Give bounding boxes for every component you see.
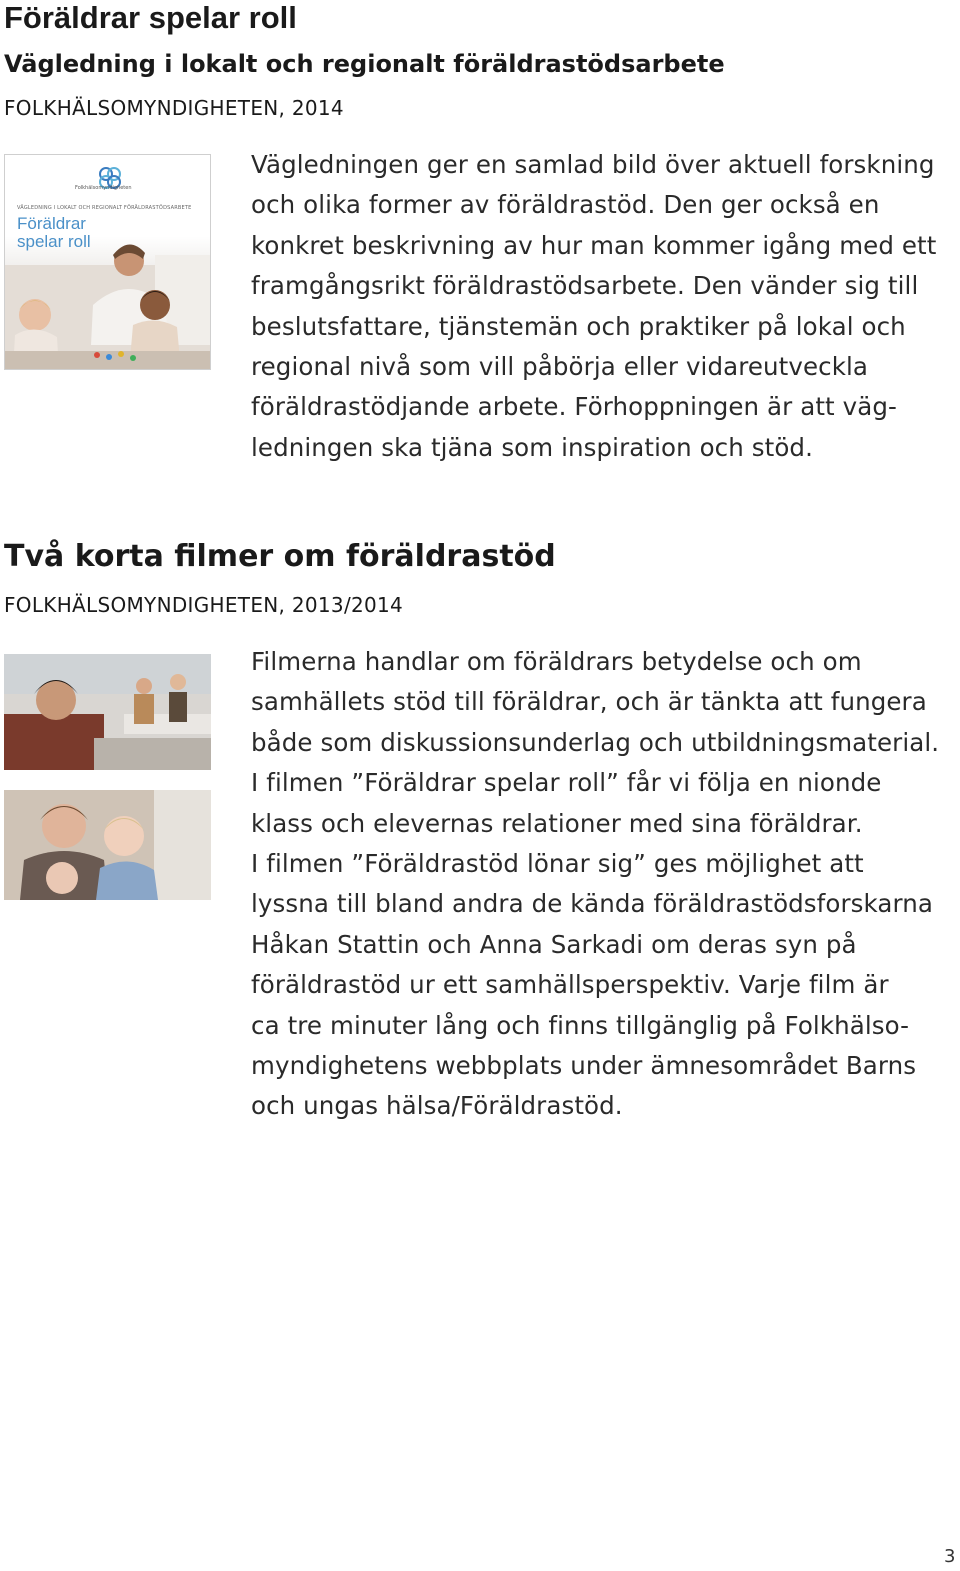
cover-tagline: VÄGLEDNING I LOKALT OCH REGIONALT FÖRÄLDRASTÖDSARBETE [17,205,192,211]
section2-publisher: FOLKHÄLSOMYNDIGHETEN, 2013/2014 [4,593,404,617]
body-line: föräldrastöd ur ett samhällsperspektiv. Varje film är [251,970,889,1000]
section2-title: Två korta filmer om föräldrastöd [4,539,556,574]
body-line: samhällets stöd till föräldrar, och är tänkta att fungera [251,687,927,717]
film-still-family-image [4,790,211,900]
body-line: Håkan Stattin och Anna Sarkadi om deras syn på [251,929,857,959]
cover-title-line2: spelar roll [17,232,91,251]
section2-body [251,642,951,1127]
book-cover-image [4,154,211,370]
body-line: beslutsfattare, tjänstemän och praktiker på lokal och [251,311,906,341]
section1-body [251,145,951,468]
body-line: myndighetens webbplats under ämnesområdet Barns [251,1051,917,1081]
film-still-classroom-image [4,654,211,770]
body-line: regional nivå som vill påbörja eller vidareutveckla [251,352,869,382]
body-line: Vägledningen ger en samlad bild över aktuell forskning [251,150,935,179]
body-line: ca tre minuter lång och finns tillgänglig på Folkhälso- [251,1010,910,1040]
body-line: klass och elevernas relationer med sina föräldrar. [251,808,863,838]
body-line: både som diskussionsunderlag och utbildningsmaterial. [251,727,940,757]
section1-subtitle: Vägledning i lokalt och regionalt föräldrastödsarbete [4,50,725,78]
body-line: Filmerna handlar om föräldrars betydelse och om [251,647,862,676]
cover-org-name: Folkhälsomyndigheten [75,185,132,191]
section1-title: Föräldrar spelar roll [4,0,297,35]
body-line: I filmen ”Föräldrastöd lönar sig” ges möjlighet att [251,849,864,879]
body-line: ledningen ska tjäna som inspiration och stöd. [251,432,813,462]
cover-title-line1: Föräldrar [17,214,86,233]
body-line: lyssna till bland andra de kända föräldrastödsforskarna [251,889,933,919]
body-line: framgångsrikt föräldrastödsarbete. Den vänder sig till [251,271,919,301]
page-number: 3 [944,1546,956,1567]
body-line: och ungas hälsa/Föräldrastöd. [251,1091,623,1121]
body-line: konkret beskrivning av hur man kommer igång med ett [251,230,937,260]
body-line: och olika former av föräldrastöd. Den ger också en [251,190,880,220]
body-line: föräldrastödjande arbete. Förhoppningen är att väg- [251,392,897,422]
body-line: I filmen ”Föräldrar spelar roll” får vi följa en nionde [251,768,882,798]
section1-publisher: FOLKHÄLSOMYNDIGHETEN, 2014 [4,96,344,120]
